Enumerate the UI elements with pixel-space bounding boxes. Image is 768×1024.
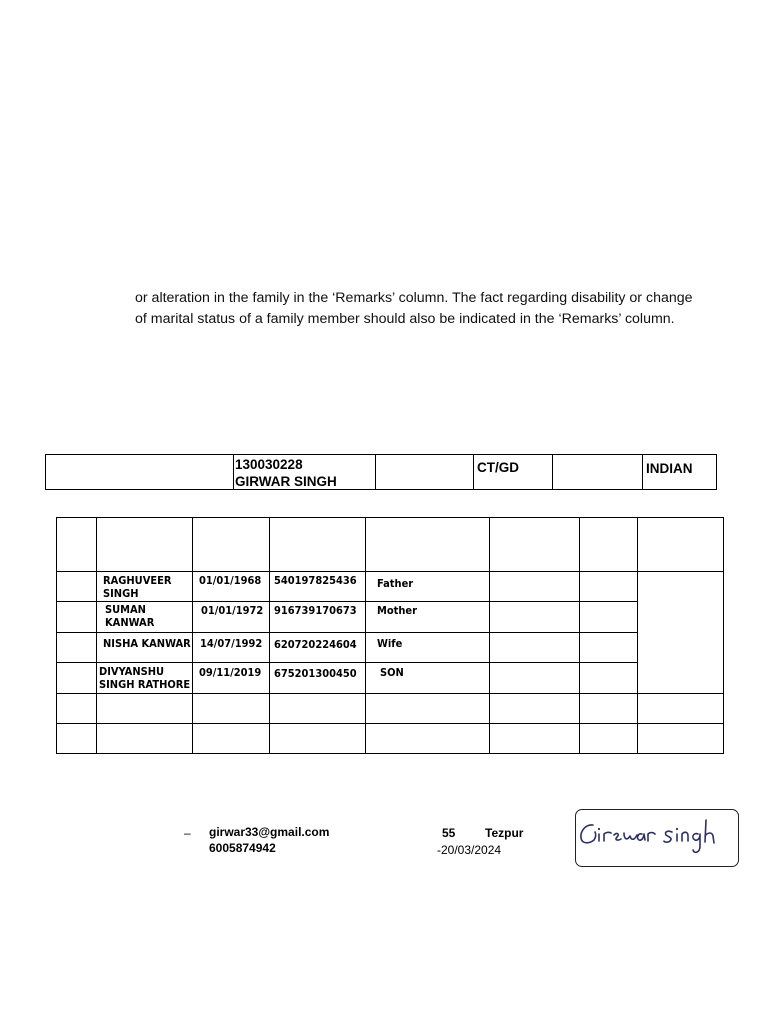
- employee-number: 130030228: [235, 457, 303, 472]
- contact-phone: 6005874942: [209, 841, 276, 855]
- table-row: [57, 602, 724, 633]
- signature-box: [575, 809, 739, 867]
- handwritten-signature: [576, 810, 737, 865]
- member-relation: SON: [380, 666, 404, 679]
- member-aadhaar: 540197825436: [274, 574, 357, 587]
- member-dob: 01/01/1972: [201, 604, 264, 617]
- employee-rank: CT/GD: [477, 460, 519, 475]
- footer-dash: –: [184, 826, 191, 840]
- table-header-row: [57, 518, 724, 572]
- table-row: [57, 572, 724, 602]
- member-aadhaar: 675201300450: [274, 667, 357, 680]
- remarks-cell: [638, 572, 724, 694]
- footer-place: Tezpur: [485, 826, 524, 840]
- employee-name: GIRWAR SINGH: [235, 474, 337, 489]
- instructions-line-2: of marital status of a family member should also be indicated in the ‘Remarks’ column.: [135, 311, 675, 327]
- member-dob: 09/11/2019: [199, 666, 262, 679]
- member-aadhaar: 916739170673: [274, 604, 357, 617]
- member-name: DIVYANSHU SINGH RATHORE: [99, 665, 191, 691]
- table-row: [57, 724, 724, 754]
- instructions-text: [135, 288, 735, 330]
- member-aadhaar: 620720224604: [274, 638, 357, 651]
- table-row: [57, 633, 724, 663]
- member-relation: Father: [377, 577, 414, 590]
- contact-email: girwar33@gmail.com: [209, 825, 330, 839]
- table-row: [57, 694, 724, 724]
- footer-number: 55: [442, 826, 456, 840]
- employee-details-row: [45, 454, 717, 490]
- family-members-table: [56, 517, 724, 754]
- member-relation: Mother: [377, 604, 418, 617]
- member-relation: Wife: [377, 637, 403, 650]
- table-row: [57, 663, 724, 694]
- member-name: RAGHUVEER SINGH: [103, 574, 172, 600]
- member-dob: 01/01/1968: [199, 574, 262, 587]
- member-name: NISHA KANWAR: [103, 637, 191, 650]
- member-dob: 14/07/1992: [200, 637, 263, 650]
- footer-date: -20/03/2024: [437, 843, 502, 857]
- instructions-line-1: or alteration in the family in the ‘Remarks’ column. The fact regarding disability or change: [135, 290, 693, 306]
- member-name: SUMAN KANWAR: [105, 603, 155, 629]
- employee-nationality: INDIAN: [646, 461, 693, 476]
